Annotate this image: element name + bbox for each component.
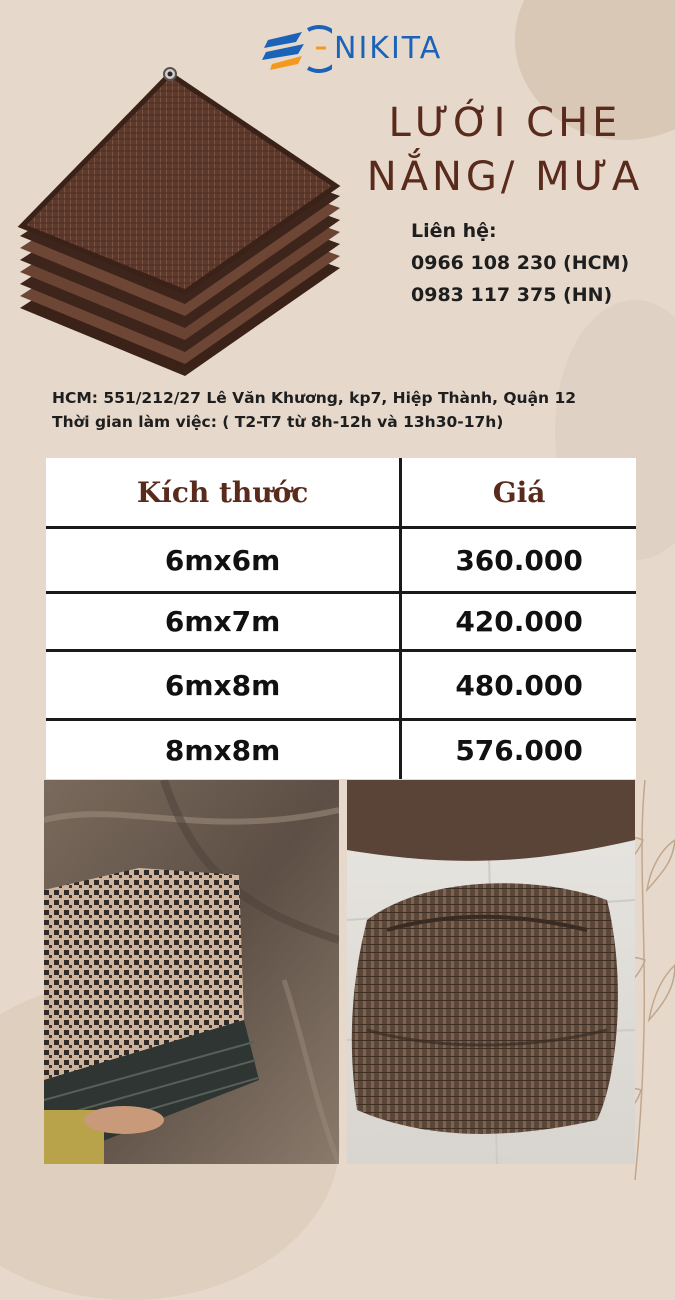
title-line-2: NẮNG/ MƯA [366,154,644,200]
table-row [46,594,636,652]
title-line-1: LƯỚI CHE [388,100,622,146]
header-price: Giá [399,458,636,526]
table-row [46,529,636,594]
size-cell: 6mx6m [164,543,281,577]
page-title [340,96,670,204]
price-cell: 360.000 [399,529,636,591]
price-table [46,458,636,779]
folded-shade-net-image [10,58,355,378]
store-address: HCM: 551/212/27 Lê Văn Khương, kp7, Hiệp Thành, Quận 12 [52,389,577,407]
contact-block [411,215,629,311]
phone-hcm[interactable]: 0966 108 230 (HCM) [411,252,630,274]
shade-net-closeup-photo [44,780,339,1164]
table-header-row [46,458,636,529]
header-size: Kích thước [136,475,309,509]
price-cell: 576.000 [399,721,636,779]
folded-net-on-floor-photo [347,780,635,1164]
price-cell: 480.000 [399,652,636,718]
price-cell: 420.000 [399,594,636,649]
contact-label: Liên hệ: [411,220,497,242]
table-row [46,721,636,779]
store-info [52,386,576,434]
size-cell: 6mx7m [164,605,281,638]
table-row [46,652,636,721]
size-cell: 8mx8m [164,733,281,767]
brand-name: NIKITA [334,30,443,66]
size-cell: 6mx8m [164,668,281,702]
working-hours: Thời gian làm việc: ( T2-T7 từ 8h-12h và 13h30-17h) [52,413,504,431]
phone-hn[interactable]: 0983 117 375 (HN) [411,284,613,306]
